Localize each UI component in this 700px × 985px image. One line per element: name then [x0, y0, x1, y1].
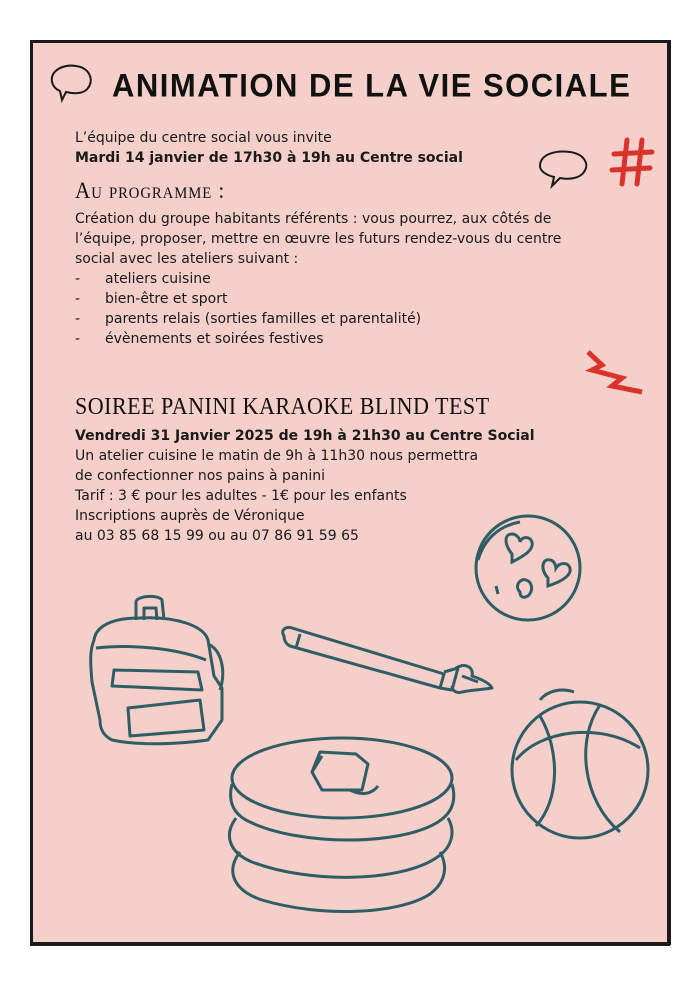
event-phone: au 03 85 68 15 99 ou au 07 86 91 59 65	[75, 528, 359, 544]
event-heading: SOIREE PANINI KARAOKE BLIND TEST	[75, 394, 490, 420]
intro-block	[75, 128, 463, 168]
programme-list	[75, 269, 421, 349]
intro-invitation: L’équipe du centre social vous invite	[75, 130, 332, 146]
programme-heading: Au programme :	[75, 178, 226, 203]
list-item	[75, 269, 421, 289]
event-price: Tarif : 3 € pour les adultes - 1€ pour les enfants	[75, 488, 407, 504]
event-registration: Inscriptions auprès de Véronique	[75, 508, 305, 524]
description-line: l’équipe, proposer, mettre en œuvre les futurs rendez-vous du centre	[75, 231, 562, 247]
bullet-marker: -	[75, 311, 81, 327]
event-details	[75, 426, 535, 546]
bullet-marker: -	[75, 271, 81, 287]
event-date: Vendredi 31 Janvier 2025 de 19h à 21h30 au Centre Social	[75, 428, 535, 444]
list-item	[75, 329, 421, 349]
description-line: social avec les ateliers suivant :	[75, 251, 299, 267]
description-line: Création du groupe habitants référents : vous pourrez, aux côtés de	[75, 211, 552, 227]
list-item-label: bien-être et sport	[105, 291, 228, 307]
intro-date: Mardi 14 janvier de 17h30 à 19h au Centre social	[75, 150, 463, 166]
list-item	[75, 289, 421, 309]
list-item-label: évènements et soirées festives	[105, 331, 324, 347]
programme-description	[75, 209, 635, 269]
list-item	[75, 309, 421, 329]
event-line: Un atelier cuisine le matin de 9h à 11h30 nous permettra	[75, 448, 479, 464]
page-title: ANIMATION DE LA VIE SOCIALE	[112, 67, 632, 104]
bullet-marker: -	[75, 291, 81, 307]
list-item-label: parents relais (sorties familles et parentalité)	[105, 311, 422, 327]
bullet-marker: -	[75, 331, 81, 347]
event-line: de confectionner nos pains à panini	[75, 468, 326, 484]
list-item-label: ateliers cuisine	[105, 271, 211, 287]
